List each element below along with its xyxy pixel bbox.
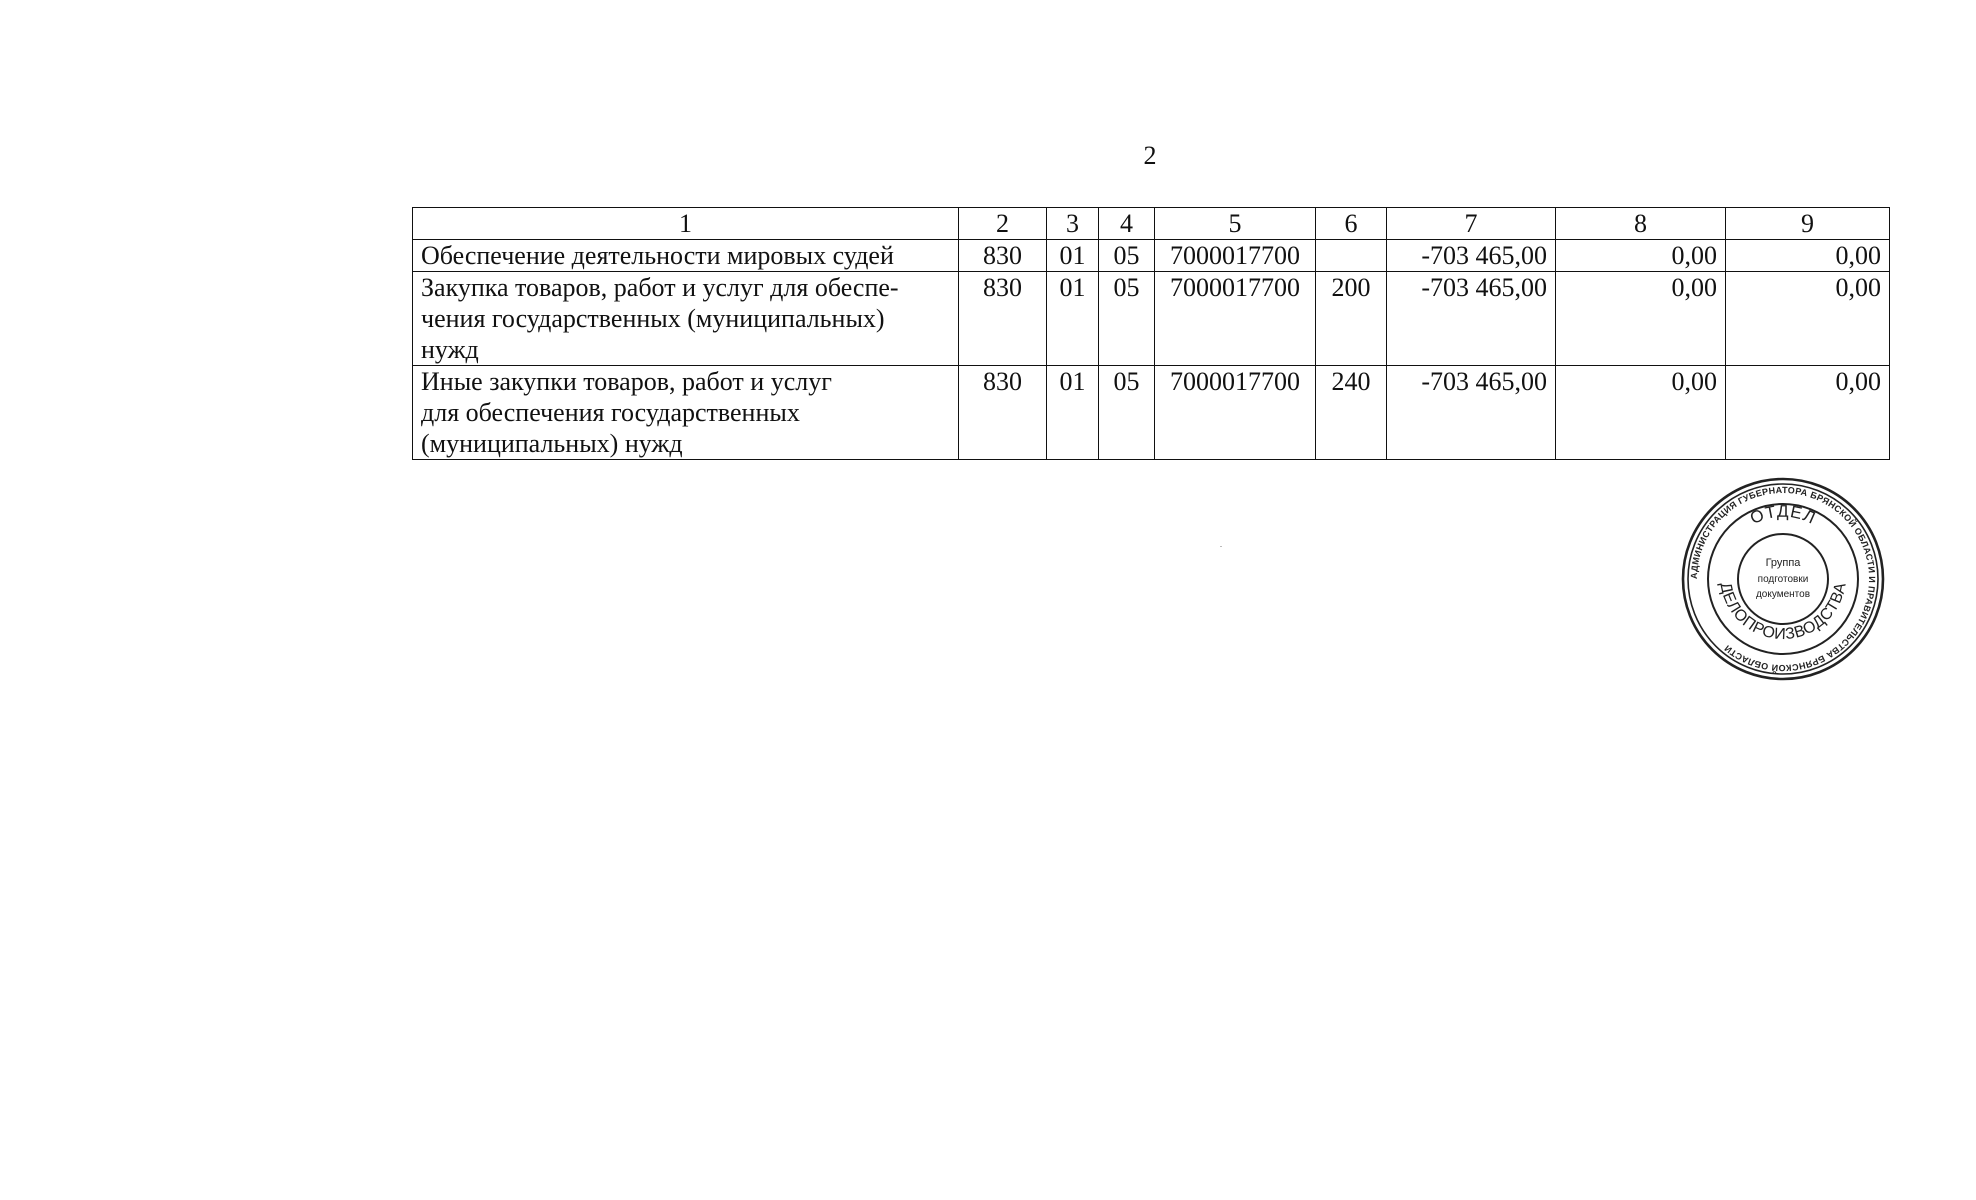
row-name-cell (413, 272, 959, 366)
gr-code-cell: 830 (959, 240, 1047, 272)
header-cell-2: 2 (959, 208, 1047, 240)
amount-cell-8: 0,00 (1556, 272, 1726, 366)
table-row (413, 240, 1890, 272)
row-name-line: Иные закупки товаров, работ и услуг (421, 367, 832, 396)
amount-cell-9: 0,00 (1726, 272, 1890, 366)
row-name-line: Обеспечение деятельности мировых судей (421, 241, 894, 270)
row-name-line: (муниципальных) нужд (421, 429, 683, 458)
section-code-cell: 01 (1047, 240, 1099, 272)
stamp-center-line: подготовки (1757, 574, 1809, 585)
header-cell-1: 1 (413, 208, 959, 240)
section-code-cell: 01 (1047, 366, 1099, 460)
subsection-code-cell: 05 (1099, 366, 1155, 460)
subsection-code-cell: 05 (1099, 272, 1155, 366)
table-row (413, 366, 1890, 460)
section-code-cell: 01 (1047, 272, 1099, 366)
header-cell-9: 9 (1726, 208, 1890, 240)
stamp-center-line: Группа (1765, 557, 1801, 569)
subsection-code-cell: 05 (1099, 240, 1155, 272)
row-name-cell (413, 240, 959, 272)
target-article-cell: 7000017700 (1155, 240, 1316, 272)
stamp-seal-icon (1680, 476, 1886, 682)
row-name-line: для обеспечения государственных (421, 398, 800, 427)
row-name-cell (413, 366, 959, 460)
target-article-cell: 7000017700 (1155, 366, 1316, 460)
office-stamp (1680, 476, 1886, 682)
expense-type-cell (1316, 240, 1387, 272)
amount-cell-9: 0,00 (1726, 240, 1890, 272)
gr-code-cell: 830 (959, 366, 1047, 460)
table-row (413, 272, 1890, 366)
scan-speck (1220, 546, 1222, 547)
table-header-row (413, 208, 1890, 240)
header-cell-7: 7 (1387, 208, 1556, 240)
budget-table (412, 207, 1890, 460)
amount-cell-7: -703 465,00 (1387, 366, 1556, 460)
amount-cell-9: 0,00 (1726, 366, 1890, 460)
row-name-line: чения государственных (муниципальных) (421, 304, 885, 333)
header-cell-4: 4 (1099, 208, 1155, 240)
svg-text:ОТДЕЛ (1747, 502, 1819, 528)
stamp-center-line: документов (1755, 589, 1811, 600)
amount-cell-8: 0,00 (1556, 240, 1726, 272)
expense-type-cell: 240 (1316, 366, 1387, 460)
header-cell-5: 5 (1155, 208, 1316, 240)
header-cell-8: 8 (1556, 208, 1726, 240)
header-cell-6: 6 (1316, 208, 1387, 240)
target-article-cell: 7000017700 (1155, 272, 1316, 366)
stamp-outer-text: АДМИНИСТРАЦИЯ ГУБЕРНАТОРА БРЯНСКОЙ ОБЛАСТИ И ПРАВИТЕЛЬСТВА БРЯНСКОЙ ОБЛАСТИ (1688, 484, 1878, 674)
header-cell-3: 3 (1047, 208, 1099, 240)
row-name-line: Закупка товаров, работ и услуг для обеспе- (421, 273, 899, 302)
row-name-line: нужд (421, 335, 479, 364)
stamp-top-word: ОТДЕЛ (1747, 501, 1819, 528)
page-number: 2 (1143, 141, 1157, 170)
gr-code-cell: 830 (959, 272, 1047, 366)
amount-cell-8: 0,00 (1556, 366, 1726, 460)
amount-cell-7: -703 465,00 (1387, 272, 1556, 366)
stamp-ring-word: ДЕЛОПРОИЗВОДСТВА (1716, 580, 1850, 644)
amount-cell-7: -703 465,00 (1387, 240, 1556, 272)
expense-type-cell: 200 (1316, 272, 1387, 366)
